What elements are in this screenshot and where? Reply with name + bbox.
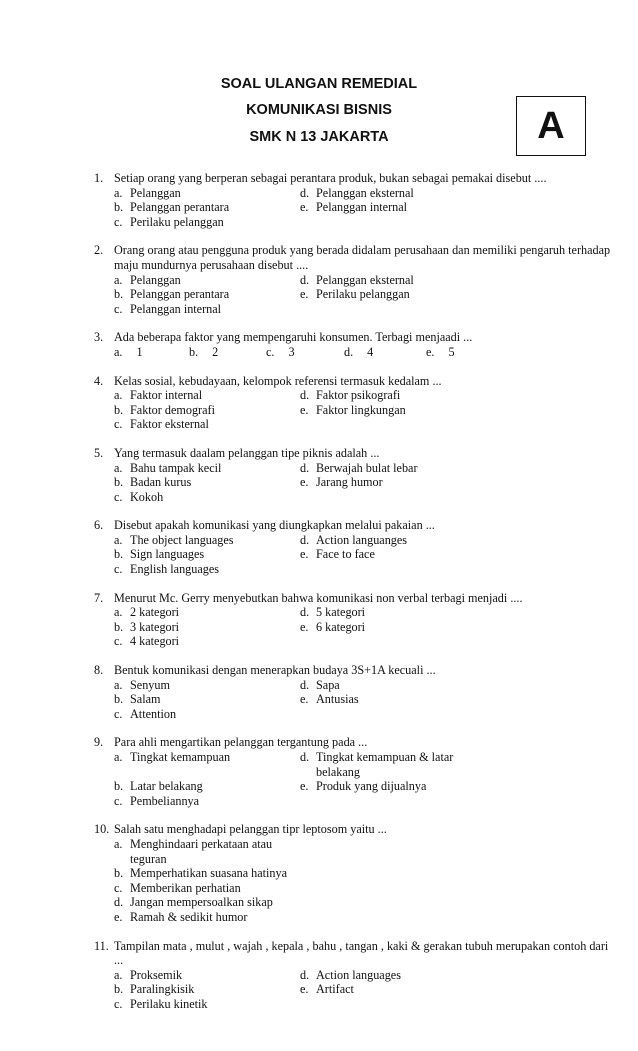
option-letter: a. <box>114 185 123 200</box>
question-text: Menurut Mc. Gerry menyebutkan bahwa komunikasi non verbal terbagi menjadi .... <box>114 590 523 605</box>
option-text: Pelanggan perantara <box>130 200 230 215</box>
option-letter: a. <box>114 750 123 764</box>
answer-options <box>114 533 614 577</box>
option-letter: e. <box>300 547 309 562</box>
answer-option <box>114 302 300 317</box>
question-number: 3. <box>94 330 104 345</box>
question-text: Kelas sosial, kebudayaan, kelompok referensi termasuk kedalam ... <box>114 373 442 388</box>
option-letter: e. <box>426 344 435 359</box>
answer-options <box>114 186 614 230</box>
option-row <box>114 794 614 809</box>
option-letter: e. <box>300 692 309 707</box>
option-text: 4 <box>367 344 374 359</box>
option-letter: d. <box>344 344 354 359</box>
question-number: 8. <box>94 663 104 678</box>
option-row <box>114 403 614 418</box>
option-row <box>114 215 614 230</box>
option-text: Menghindaari perkataan atau teguran <box>130 836 273 866</box>
answer-option <box>300 186 486 201</box>
answer-option <box>114 866 300 881</box>
option-text: Pelanggan eksternal <box>316 272 414 287</box>
option-letter: c. <box>266 344 275 359</box>
question-stem <box>94 663 614 678</box>
option-text: Antusias <box>316 692 359 707</box>
answer-option <box>300 287 486 302</box>
option-text: Salam <box>130 692 161 707</box>
answer-options <box>114 273 614 317</box>
question-number: 11. <box>94 938 109 953</box>
answer-option <box>114 287 300 302</box>
question-number: 5. <box>94 445 104 460</box>
option-letter: e. <box>300 475 309 490</box>
option-letter: b. <box>114 475 124 490</box>
option-letter: b. <box>114 200 124 215</box>
option-letter: a. <box>114 677 123 692</box>
option-row <box>114 475 614 490</box>
option-row <box>114 982 614 997</box>
option-letter: c. <box>114 214 123 229</box>
answer-options <box>114 461 614 505</box>
option-letter: e. <box>300 287 309 302</box>
answer-option <box>114 968 300 983</box>
option-row <box>114 547 614 562</box>
question-stem <box>94 243 614 272</box>
question-stem <box>94 446 614 461</box>
answer-option <box>114 692 300 707</box>
option-text: 2 <box>212 344 219 359</box>
answer-option <box>426 345 466 360</box>
option-text: Paralingkisik <box>130 982 195 997</box>
question-stem <box>94 591 614 606</box>
answer-option <box>114 461 300 476</box>
option-row <box>114 417 614 432</box>
question-9 <box>94 735 614 808</box>
option-text: Senyum <box>130 677 170 692</box>
answer-option <box>300 678 486 693</box>
option-text: Pembeliannya <box>130 793 200 808</box>
option-letter: d. <box>300 967 310 982</box>
question-stem <box>94 374 614 389</box>
question-text: Orang orang atau pengguna produk yang berada didalam perusahaan dan memiliki pengaruh terhadap maju mundurnya perusahaan disebut .... <box>114 243 611 272</box>
option-letter: d. <box>300 605 310 620</box>
question-stem <box>94 171 614 186</box>
option-text: Sign languages <box>130 547 205 562</box>
option-text: Ramah & sedikit humor <box>130 909 248 924</box>
question-1 <box>94 171 614 229</box>
answer-option <box>300 403 486 418</box>
option-text: Pelanggan perantara <box>130 287 230 302</box>
option-letter: a. <box>114 532 123 547</box>
answer-option <box>114 881 300 896</box>
question-stem <box>94 822 614 837</box>
option-letter: d. <box>300 677 310 692</box>
answer-option <box>300 605 486 620</box>
option-text: Artifact <box>316 982 354 997</box>
version-badge: A <box>516 96 586 156</box>
question-text: Salah satu menghadapi pelanggan tipr leptosom yaitu ... <box>114 822 387 837</box>
option-letter: c. <box>114 562 123 577</box>
option-text: English languages <box>130 562 220 577</box>
answer-option <box>300 982 486 997</box>
option-row <box>114 533 614 548</box>
answer-options <box>114 605 614 649</box>
option-letter: c. <box>114 301 123 316</box>
option-letter: c. <box>114 996 123 1011</box>
answer-option <box>300 273 486 288</box>
answer-option <box>114 779 300 794</box>
header-school: SMK N 13 JAKARTA <box>249 129 389 145</box>
question-8 <box>94 663 614 721</box>
option-text: Faktor eksternal <box>130 417 209 432</box>
question-4 <box>94 374 614 432</box>
option-row <box>114 562 614 577</box>
option-row <box>114 605 614 620</box>
option-row <box>114 779 614 794</box>
option-text: Pelanggan <box>130 272 181 287</box>
answer-option <box>114 403 300 418</box>
question-stem <box>94 330 614 345</box>
answer-option <box>114 837 300 866</box>
option-row <box>114 388 614 403</box>
question-number: 9. <box>94 735 104 750</box>
option-letter: a. <box>114 272 123 287</box>
option-letter: a. <box>114 344 123 359</box>
option-row <box>114 461 614 476</box>
question-text: Ada beberapa faktor yang mempengaruhi konsumen. Terbagi menjaadi ... <box>114 330 473 345</box>
option-row <box>114 707 614 722</box>
option-letter: c. <box>114 793 123 808</box>
option-text: Attention <box>130 706 177 721</box>
option-letter: a. <box>114 836 123 851</box>
option-text: 3 kategori <box>130 619 180 634</box>
option-text: Memperhatikan suasana hatinya <box>130 866 288 881</box>
option-text: Pelanggan internal <box>130 301 222 316</box>
option-row <box>114 750 614 779</box>
answer-option <box>300 750 486 779</box>
option-letter: c. <box>114 489 123 504</box>
question-11 <box>94 939 614 1012</box>
option-letter: a. <box>114 388 123 403</box>
option-text: Jarang humor <box>316 475 383 490</box>
answer-option <box>114 417 300 432</box>
option-letter: e. <box>300 619 309 634</box>
question-text: Setiap orang yang berperan sebagai perantara produk, bukan sebagai pemakai disebut .... <box>114 171 547 185</box>
answer-option <box>114 533 300 548</box>
option-letter: a. <box>114 605 123 620</box>
option-letter: b. <box>114 692 124 707</box>
answer-option <box>114 895 300 910</box>
option-letter: e. <box>300 402 309 417</box>
option-text: Sapa <box>316 677 340 692</box>
option-row <box>114 895 614 910</box>
option-text: Perilaku pelanggan <box>316 287 410 302</box>
option-row <box>114 837 614 866</box>
option-text: Faktor demografi <box>130 402 215 417</box>
option-text: Faktor internal <box>130 388 203 403</box>
answer-options <box>114 837 614 925</box>
option-text: 6 kategori <box>316 619 366 634</box>
answer-option <box>114 634 300 649</box>
option-text: Latar belakang <box>130 779 203 794</box>
option-letter: a. <box>114 460 123 475</box>
option-letter: d. <box>114 895 124 910</box>
answer-option <box>300 547 486 562</box>
answer-option <box>114 273 300 288</box>
option-text: 1 <box>136 344 143 359</box>
answer-option <box>114 388 300 403</box>
option-row <box>114 302 614 317</box>
answer-option <box>300 475 486 490</box>
option-letter: d. <box>300 460 310 475</box>
option-text: 5 <box>448 344 455 359</box>
option-row <box>114 997 614 1012</box>
option-text: Action languages <box>316 967 401 982</box>
option-text: Produk yang dijualnya <box>316 779 427 794</box>
answer-option <box>114 490 300 505</box>
answer-options <box>114 968 614 1012</box>
option-row <box>114 866 614 881</box>
option-text: 4 kategori <box>130 634 180 649</box>
question-6 <box>94 518 614 576</box>
option-row <box>114 273 614 288</box>
option-text: Perilaku pelanggan <box>130 214 224 229</box>
answer-option <box>300 620 486 635</box>
answer-option <box>300 388 486 403</box>
answer-option <box>114 620 300 635</box>
answer-options <box>114 750 614 808</box>
answer-options <box>114 388 614 432</box>
option-letter: d. <box>300 750 310 764</box>
option-letter: b. <box>114 779 124 794</box>
answer-option <box>114 215 300 230</box>
answer-option <box>300 692 486 707</box>
option-text: Jangan mempersoalkan sikap <box>130 895 273 910</box>
option-letter: c. <box>114 417 123 432</box>
option-text: 3 <box>288 344 295 359</box>
option-letter: c. <box>114 634 123 649</box>
option-letter: b. <box>114 402 124 417</box>
option-row <box>114 678 614 693</box>
answer-option <box>266 345 344 360</box>
option-letter: d. <box>300 532 310 547</box>
question-text: Para ahli mengartikan pelanggan tergantung pada ... <box>114 735 368 750</box>
option-letter: b. <box>114 619 124 634</box>
option-text: Faktor lingkungan <box>316 402 406 417</box>
answer-option <box>114 678 300 693</box>
option-letter: d. <box>300 388 310 403</box>
question-3 <box>94 330 614 359</box>
answer-option <box>114 750 300 779</box>
answer-option <box>114 345 189 360</box>
option-text: The object languages <box>130 532 234 547</box>
answer-option <box>300 533 486 548</box>
option-text: 2 kategori <box>130 605 180 620</box>
option-letter: a. <box>114 967 123 982</box>
question-number: 4. <box>94 373 104 388</box>
option-text: Badan kurus <box>130 475 192 490</box>
answer-option <box>114 707 300 722</box>
option-letter: e. <box>300 200 309 215</box>
option-text: Action languanges <box>316 532 408 547</box>
answer-option <box>114 910 300 925</box>
question-stem <box>94 518 614 533</box>
option-text: Proksemik <box>130 967 183 982</box>
question-stem <box>94 735 614 750</box>
option-text: Berwajah bulat lebar <box>316 460 418 475</box>
question-2 <box>94 243 614 316</box>
option-text: Pelanggan <box>130 185 181 200</box>
option-letter: d. <box>300 185 310 200</box>
option-letter: b. <box>189 344 199 359</box>
answer-option <box>114 186 300 201</box>
question-number: 1. <box>94 171 104 185</box>
answer-option <box>114 562 300 577</box>
answer-option <box>300 779 486 794</box>
answer-option <box>114 982 300 997</box>
option-text: Perilaku kinetik <box>130 996 208 1011</box>
header-title: SOAL ULANGAN REMEDIAL <box>220 76 418 92</box>
question-number: 7. <box>94 590 104 605</box>
option-row <box>114 200 614 215</box>
option-letter: e. <box>114 909 123 924</box>
answer-option <box>114 200 300 215</box>
option-text: Pelanggan eksternal <box>316 185 414 200</box>
question-stem <box>94 939 614 968</box>
option-text: Pelanggan internal <box>316 200 408 215</box>
option-letter: b. <box>114 547 124 562</box>
question-5 <box>94 446 614 504</box>
answer-option <box>344 345 426 360</box>
option-letter: b. <box>114 866 124 881</box>
answer-option <box>114 605 300 620</box>
option-text: Kokoh <box>130 489 164 504</box>
answer-option <box>114 475 300 490</box>
option-text: Faktor psikografi <box>316 388 401 403</box>
option-text: Tingkat kemampuan & latar belakang <box>316 750 454 779</box>
option-text: Face to face <box>316 547 375 562</box>
answer-option <box>114 794 300 809</box>
option-row <box>114 490 614 505</box>
answer-options <box>114 678 614 722</box>
answer-option <box>114 547 300 562</box>
question-number: 10. <box>94 822 110 837</box>
option-text: 5 kategori <box>316 605 366 620</box>
option-letter: b. <box>114 982 124 997</box>
option-row <box>114 634 614 649</box>
answer-option <box>189 345 266 360</box>
option-row <box>114 620 614 635</box>
option-letter: e. <box>300 779 309 794</box>
option-letter: e. <box>300 982 309 997</box>
option-row <box>114 345 614 360</box>
question-text: Yang termasuk daalam pelanggan tipe piknis adalah ... <box>114 445 380 460</box>
option-text: Memberikan perhatian <box>130 880 241 895</box>
option-text: Bahu tampak kecil <box>130 460 222 475</box>
option-row <box>114 881 614 896</box>
header-subject: KOMUNIKASI BISNIS <box>246 102 392 118</box>
option-row <box>114 287 614 302</box>
option-letter: c. <box>114 706 123 721</box>
option-row <box>114 910 614 925</box>
option-row <box>114 186 614 201</box>
question-text: Tampilan mata , mulut , wajah , kepala , bahu , tangan , kaki & gerakan tubuh merupakan contoh dari ... <box>114 938 609 968</box>
question-number: 6. <box>94 518 104 533</box>
option-letter: d. <box>300 272 310 287</box>
option-row <box>114 968 614 983</box>
answer-option <box>114 997 300 1012</box>
answer-option <box>300 461 486 476</box>
question-list <box>94 171 614 1026</box>
option-letter: c. <box>114 880 123 895</box>
question-7 <box>94 591 614 649</box>
question-10 <box>94 822 614 924</box>
answer-option <box>300 200 486 215</box>
option-letter: b. <box>114 287 124 302</box>
option-text: Tingkat kemampuan <box>130 750 231 764</box>
question-text: Bentuk komunikasi dengan menerapkan budaya 3S+1A kecuali ... <box>114 663 436 678</box>
answer-option <box>300 968 486 983</box>
option-row <box>114 692 614 707</box>
question-text: Disebut apakah komunikasi yang diungkapkan melalui pakaian ... <box>114 518 435 533</box>
question-number: 2. <box>94 243 104 258</box>
